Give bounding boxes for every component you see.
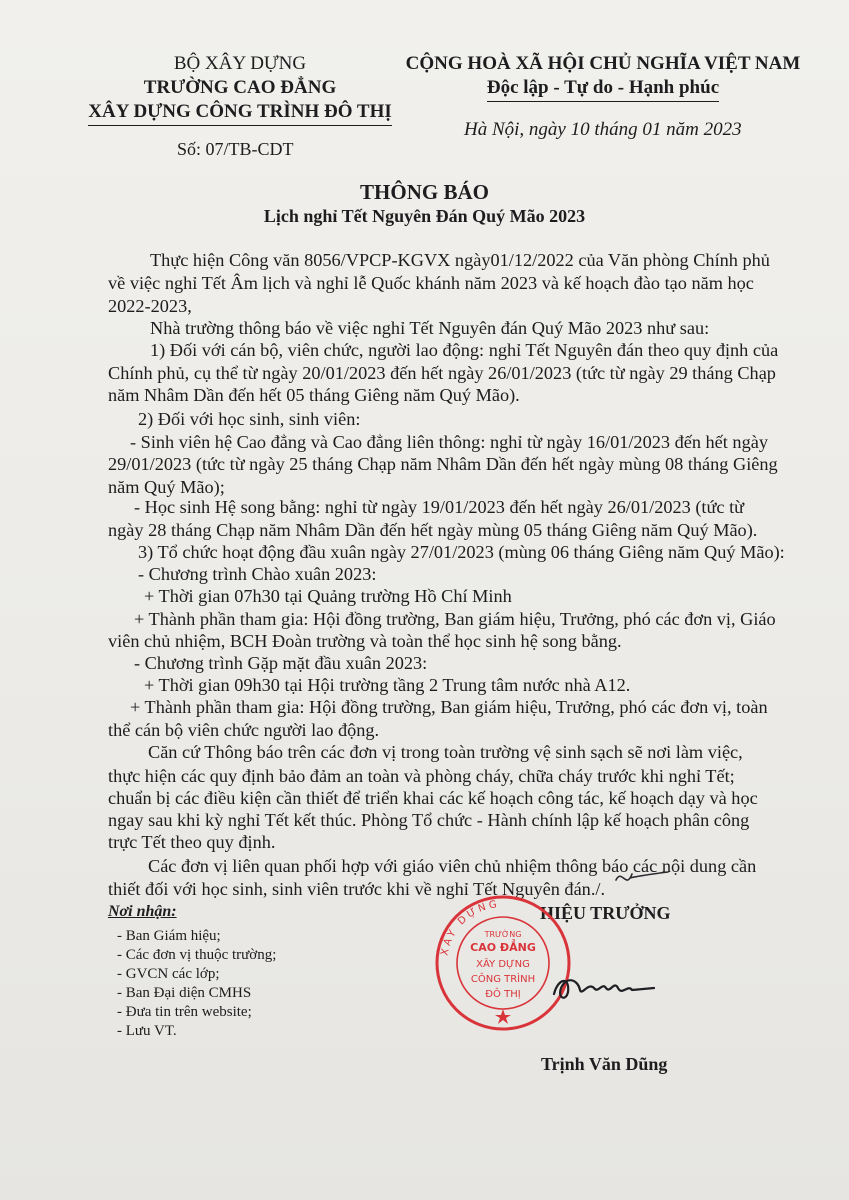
body-line: + Thời gian 09h30 tại Hội trường tầng 2 Trung tâm nước nhà A12.: [144, 675, 631, 695]
body-line: ngày 28 tháng Chạp năm Nhâm Dần đến hết ngày mùng 05 tháng Giêng năm Quý Mão).: [108, 520, 758, 540]
body-line: viên chủ nhiệm, BCH Đoàn trường và toàn thể học sinh hệ song bằng.: [108, 631, 622, 651]
school-name-line2: [60, 100, 420, 126]
body-line: - Chương trình Gặp mặt đầu xuân 2023:: [134, 653, 428, 673]
body-line: thực hiện các quy định bảo đảm an toàn và phòng cháy, chữa cháy trước khi nghỉ Tết;: [108, 766, 735, 786]
document-subtitle: Lịch nghỉ Tết Nguyên Đán Quý Mão 2023: [263, 206, 586, 226]
date-line: Hà Nội, ngày 10 tháng 01 năm 2023: [464, 119, 742, 140]
seal-line: ĐÔ THỊ: [485, 989, 521, 1000]
recipient-item: - Ban Giám hiệu;: [117, 928, 221, 944]
recipient-item: - Lưu VT.: [117, 1023, 177, 1039]
school-name-line2-text: XÂY DỰNG CÔNG TRÌNH ĐÔ THỊ: [88, 100, 392, 126]
recipient-item: - Đưa tin trên website;: [117, 1004, 252, 1020]
seal-line: XÂY DỰNG: [476, 959, 530, 970]
body-line: + Thành phần tham gia: Hội đồng trường, Ban giám hiệu, Trưởng, phó các đơn vị, toàn: [130, 697, 768, 717]
body-line: năm Nhâm Dần đến hết 05 tháng Giêng năm Quý Mão).: [108, 385, 520, 405]
body-line: Các đơn vị liên quan phối hợp với giáo viên chủ nhiệm thông báo các nội dung cần: [148, 856, 757, 876]
body-line: thể cán bộ viên chức người lao động.: [108, 720, 380, 740]
handwritten-signature-icon: [548, 968, 658, 1008]
document-number: Số: 07/TB-CDT: [177, 139, 294, 159]
body-line: chuẩn bị các điều kiện cần thiết để triển khai các kế hoạch công tác, kế hoạch dạy và học: [108, 788, 758, 808]
body-line: 3) Tổ chức hoạt động đầu xuân ngày 27/01/2023 (mùng 06 tháng Giêng năm Quý Mão):: [138, 542, 785, 562]
signer-name: Trịnh Văn Dũng: [541, 1054, 668, 1074]
country-name: CỘNG HOÀ XÃ HỘI CHỦ NGHĨA VIỆT NAM: [405, 53, 801, 74]
body-line: 2022-2023,: [108, 296, 192, 316]
initials-scribble-icon: [612, 864, 672, 892]
body-line: + Thành phần tham gia: Hội đồng trường, Ban giám hiệu, Trưởng, phó các đơn vị, Giáo: [134, 609, 776, 629]
seal-ring-text: XÂY DỰNG: [439, 898, 501, 957]
body-line: trực Tết theo quy định.: [108, 832, 276, 852]
official-seal-icon: [433, 893, 573, 1033]
body-line: 29/01/2023 (tức từ ngày 25 tháng Chạp năm Nhâm Dần đến hết ngày mùng 08 tháng Giêng: [108, 454, 778, 474]
national-header: [398, 52, 808, 102]
seal-line: CAO ĐẲNG: [470, 941, 536, 954]
body-line: Thực hiện Công văn 8056/VPCP-KGVX ngày01/12/2022 của Văn phòng Chính phủ: [150, 250, 770, 270]
body-line: Nhà trường thông báo về việc nghỉ Tết Nguyên đán Quý Mão 2023 như sau:: [150, 318, 710, 338]
body-line: - Sinh viên hệ Cao đẳng và Cao đẳng liên thông: nghỉ từ ngày 16/01/2023 đến hết ngày: [130, 432, 768, 452]
body-line: + Thời gian 07h30 tại Quảng trường Hồ Chí Minh: [144, 586, 512, 606]
seal-line: TRƯỜNG: [484, 930, 522, 939]
body-line: - Chương trình Chào xuân 2023:: [138, 564, 377, 584]
seal-line: CÔNG TRÌNH: [470, 974, 536, 985]
school-name-line1: TRƯỜNG CAO ĐẲNG: [143, 77, 337, 98]
document-title: THÔNG BÁO: [360, 180, 489, 204]
body-line: 1) Đối với cán bộ, viên chức, người lao động: nghỉ Tết Nguyên đán theo quy định của: [150, 340, 779, 360]
body-line: Chính phủ, cụ thể từ ngày 20/01/2023 đến hết ngày 26/01/2023 (tức từ ngày 29 tháng Chạp: [108, 363, 776, 383]
national-motto-text: Độc lập - Tự do - Hạnh phúc: [487, 76, 719, 102]
body-line: thiết đối với học sinh, sinh viên trước khi về nghỉ Tết Nguyên đán./.: [108, 879, 606, 899]
body-line: ngay sau khi kỳ nghỉ Tết kết thúc. Phòng Tổ chức - Hành chính lập kế hoạch phân công: [108, 810, 750, 830]
national-motto: [398, 76, 808, 102]
body-line: 2) Đối với học sinh, sinh viên:: [138, 409, 361, 429]
signer-role: HIỆU TRƯỞNG: [540, 903, 671, 923]
recipient-item: - Các đơn vị thuộc trường;: [117, 947, 277, 963]
recipients-title: Nơi nhận:: [108, 903, 177, 920]
body-line: Căn cứ Thông báo trên các đơn vị trong toàn trường vệ sinh sạch sẽ nơi làm việc,: [148, 742, 743, 762]
recipient-item: - GVCN các lớp;: [117, 966, 220, 982]
issuer-header: [60, 52, 420, 126]
ministry-name: BỘ XÂY DỰNG: [173, 53, 307, 74]
body-line: về việc nghỉ Tết Âm lịch và nghỉ lễ Quốc khánh năm 2023 và kế hoạch đào tạo năm học: [108, 273, 754, 293]
body-line: - Học sinh Hệ song bằng: nghỉ từ ngày 19/01/2023 đến hết ngày 26/01/2023 (tức từ: [134, 497, 745, 517]
recipient-item: - Ban Đại diện CMHS: [117, 985, 252, 1001]
body-line: năm Quý Mão);: [108, 477, 225, 497]
